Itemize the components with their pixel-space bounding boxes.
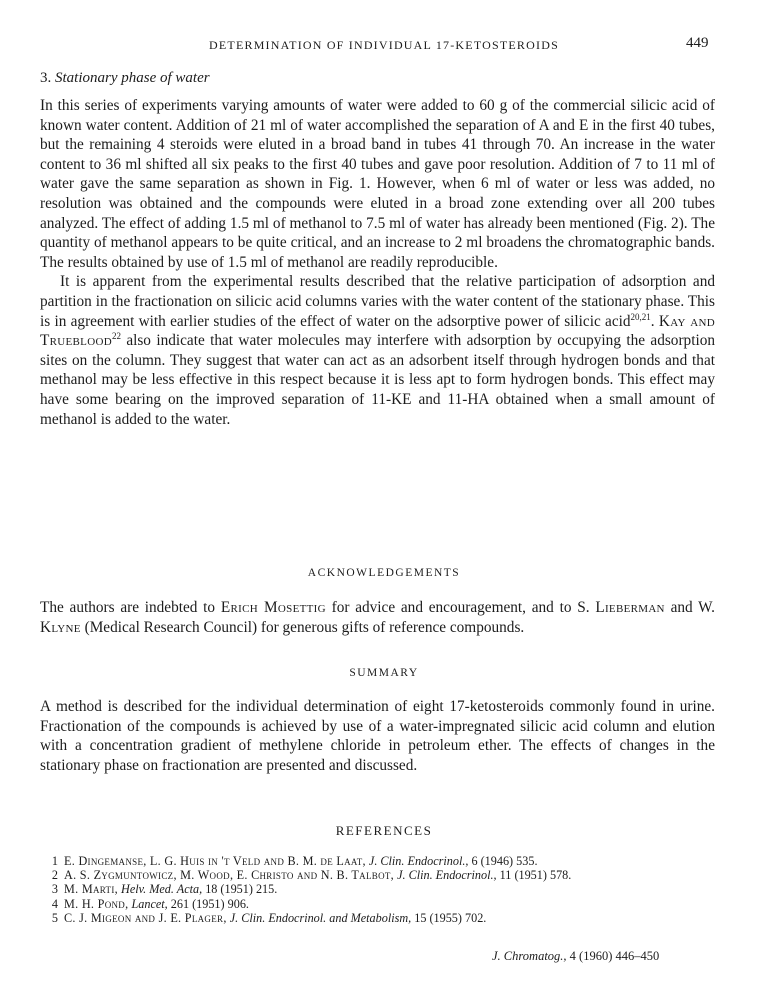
reference-details: 261 (1951) 906. [170,896,249,911]
reference-number: 3 [51,882,58,897]
paragraph-adsorption-partition [40,272,715,429]
reference-journal: J. Clin. Endocrinol., [397,868,497,883]
summary-heading: SUMMARY [349,667,419,679]
section-title: Stationary phase of water [55,70,210,86]
reference-number: 5 [51,910,58,925]
reference-details: 15 (1955) 702. [414,910,487,925]
ack-text: for advice and encouragement, and to S. [325,599,596,616]
paragraph-text: also indicate that water molecules may interfere with adsorption by occupying the adsorption sites on the column. They suggest that water can act as an adsorbent itself through hydrogen bonds and that methanol may be less effective in this respect because it is less apt to form hydrogen bonds. This effect may have some bearing on the improved separation of 11-KE and 11-HA obtained when a small amount of methanol is added to the water. [40,332,715,428]
reference-number: 2 [51,868,58,883]
reference-item [40,911,720,925]
reference-item [40,897,720,911]
reference-item [40,868,720,882]
acknowledgements-body [40,598,715,637]
reference-journal: Lancet, [131,896,168,911]
reference-authors: C. J. Migeon and J. E. Plager, [64,910,227,925]
page-number: 449 [686,35,709,51]
summary-text: A method is described for the individual determination of eight 17-ketosteroids commonly found in urine. Fractionation of the compounds is achieved by use of a water-impregnated silicic acid column and elution with a concentration gradient of methylene chloride in petroleum ether. The effects of changes in the stationary phase on fractionation are presented and discussed. [40,698,715,774]
reference-details: 11 (1951) 578. [499,868,572,883]
author-names: Kay and Trueblood [40,312,716,350]
reference-item [40,854,720,868]
reference-text [64,882,720,896]
acknowledgements-heading: ACKNOWLEDGEMENTS [307,567,461,579]
reference-number: 1 [51,854,58,868]
reference-journal: J. Clin. Endocrinol. and Metabolism, [229,910,412,925]
reference-authors: M. H. Pond, [64,896,129,911]
ack-text: The authors are indebted to [40,599,221,616]
reference-text [64,868,720,882]
citation-superscript: 22 [111,331,121,342]
reference-number: 4 [51,896,58,911]
reference-list [40,854,720,925]
reference-authors: A. S. Zygmuntowicz, M. Wood, E. Christo and N. B. Talbot, [64,868,395,883]
reference-details: 18 (1951) 215. [205,882,278,897]
reference-item [40,882,720,896]
paragraph-text: It is apparent from the experimental results described that the relative participation of adsorption and partition in the fractionation on silicic acid columns varies with the water content of the stationary phase. This is in agreement with earlier studies of the effect of water on the adsorptive power of silicic acid [40,273,715,330]
reference-details: 6 (1946) 535. [471,854,538,868]
acknowledgements-text [40,598,715,637]
section-number: 3. [40,70,52,86]
summary-body [40,697,715,775]
reference-text [64,911,720,925]
reference-journal: J. Clin. Endocrinol., [368,854,469,868]
reference-authors: E. Dingemanse, L. G. Huis in 't Veld and B. M. de Laat, [64,854,366,868]
paragraph-text: . [650,312,659,330]
references-heading: REFERENCES [335,823,433,838]
reference-journal: Helv. Med. Acta, [121,882,203,897]
person-name: Erich Mosettig [220,599,326,616]
citation-details: 4 (1960) 446–450 [569,949,660,963]
person-name: Lieberman [595,599,665,616]
citation-superscript: 20,21 [630,311,651,322]
citation-journal: J. Chromatog., [492,949,567,963]
person-name: Klyne [40,618,81,636]
section-body [40,96,715,429]
ack-text: (Medical Research Council) for generous gifts of reference compounds. [80,618,525,636]
paragraph-water-content: In this series of experiments varying amounts of water were added to 60 g of the commercial silicic acid of known water content. Addition of 21 ml of water accomplished the separation of A and E in the first 40 tubes, but the remaining 4 steroids were eluted in a broad band in tubes 41 through 70. An increase in the water content to 36 ml shifted all six peaks to the first 40 tubes and gave poor resolution. Addition of 7 to 11 ml of water gave the same separation as shown in Fig. 1. However, when 6 ml of water or less was added, no resolution was obtained and the compounds were eluted in a broad zone extending over all 200 tubes analyzed. The effect of adding 1.5 ml of methanol to 7.5 ml of water has already been mentioned (Fig. 2). The quantity of methanol appears to be quite critical, and an increase to 2 ml broadens the chromatographic bands. The results obtained by use of 1.5 ml of methanol are readily reproducible. [40,97,715,271]
reference-text [64,854,720,868]
journal-citation [492,949,659,964]
reference-authors: M. Marti, [64,882,118,897]
reference-text [64,897,720,911]
ack-text: and W. [664,599,715,616]
running-title: DETERMINATION OF INDIVIDUAL 17-KETOSTEROIDS [209,38,559,52]
section-heading [40,70,210,87]
